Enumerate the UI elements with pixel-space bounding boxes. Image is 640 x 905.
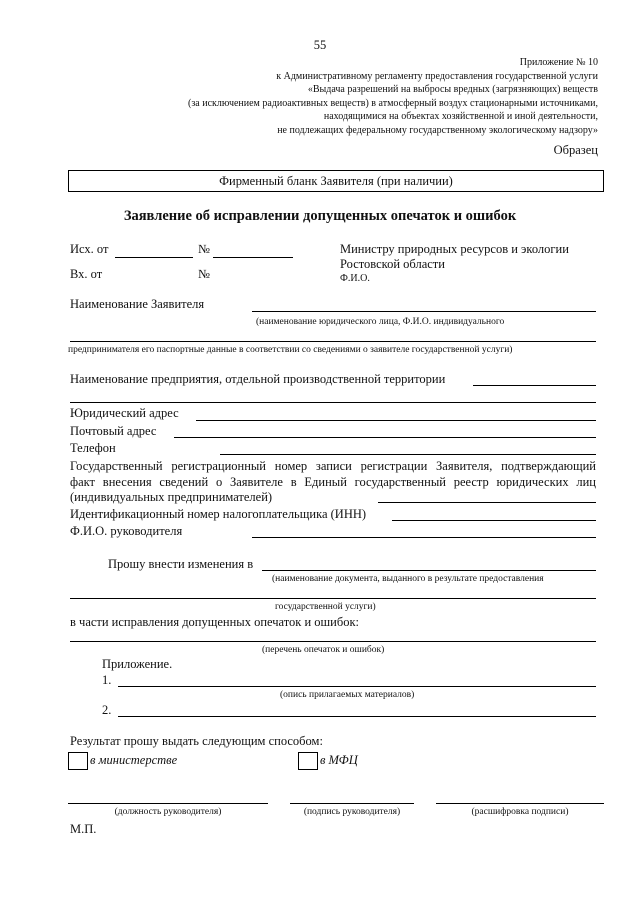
request-document-field-2[interactable]: [70, 598, 596, 599]
request-hint-1: (наименование документа, выданного в результате предоставления: [272, 574, 544, 584]
applicant-field-2[interactable]: [70, 341, 596, 342]
option-mfc-label: в МФЦ: [320, 753, 358, 767]
outgoing-num-label: №: [198, 242, 210, 256]
phone-label: Телефон: [70, 441, 116, 455]
addressee-line: Министру природных ресурсов и экологии: [340, 242, 569, 256]
outgoing-number-field[interactable]: [213, 257, 293, 258]
errors-list-field[interactable]: [70, 641, 596, 642]
option-mfc-checkbox[interactable]: [298, 752, 318, 770]
phone-field[interactable]: [220, 454, 596, 455]
registration-line: (индивидуальных предпринимателей): [70, 490, 273, 504]
postal-address-label: Почтовый адрес: [70, 424, 157, 438]
inn-label: Идентификационный номер налогоплательщика (ИНН): [70, 507, 367, 521]
request-hint-2: государственной услуги): [275, 602, 376, 612]
position-hint: (должность руководителя): [114, 807, 222, 817]
addressee: [340, 242, 569, 286]
legal-address-field[interactable]: [196, 420, 596, 421]
signature-field[interactable]: [290, 803, 414, 804]
appendix-line: не подлежащих федеральному государственному экологическому надзору»: [277, 124, 598, 136]
applicant-hint-2: предпринимателя его паспортные данные в соответствии со сведениями о заявителе государственной услуги): [68, 345, 513, 355]
document-title: Заявление об исправлении допущенных опечаток и ошибок: [123, 208, 517, 224]
page-number: 55: [313, 38, 327, 52]
outgoing-ref-label: Исх. от: [70, 242, 109, 256]
appendix-line: «Выдача разрешений на выбросы вредных (загрязняющих) веществ: [307, 84, 598, 95]
sample-label: Образец: [553, 143, 598, 157]
enterprise-field-2[interactable]: [70, 402, 596, 403]
enterprise-label: Наименование предприятия, отдельной производственной территории: [70, 372, 446, 386]
result-label: Результат прошу выдать следующим способом:: [70, 734, 323, 748]
attachments-hint: (опись прилагаемых материалов): [280, 690, 415, 700]
signature-hint: (подпись руководителя): [303, 807, 401, 817]
applicant-field[interactable]: [252, 311, 596, 312]
stamp-label: М.П.: [70, 822, 97, 836]
option-ministry-label: в министерстве: [90, 753, 178, 767]
request-document-field[interactable]: [262, 570, 596, 571]
request-part-label: в части исправления допущенных опечаток и ошибок:: [70, 615, 360, 629]
registration-text: [70, 459, 596, 506]
request-label: Прошу внести изменения в: [108, 557, 254, 571]
inn-field[interactable]: [392, 520, 596, 521]
addressee-line: Ростовской области: [340, 257, 445, 271]
letterhead-box: Фирменный бланк Заявителя (при наличии): [68, 170, 604, 192]
registration-line: факт внесения сведений о Заявителе в Единый государственный реестр юридических лиц: [70, 474, 596, 489]
registration-field[interactable]: [378, 502, 596, 503]
appendix-line: находящимися на объектах хозяйственной и иной деятельности,: [323, 111, 598, 122]
attachment-item-1-label: 1.: [102, 673, 112, 687]
appendix-header: [188, 56, 598, 137]
attachment-item-1-field[interactable]: [118, 686, 596, 687]
position-field[interactable]: [68, 803, 268, 804]
attachment-item-2-label: 2.: [102, 703, 112, 717]
director-label: Ф.И.О. руководителя: [70, 524, 183, 538]
appendix-line: (за исключением радиоактивных веществ) в атмосферный воздух стационарными источниками,: [188, 97, 598, 109]
appendix-line: к Административному регламенту предоставления государственной услуги: [276, 70, 598, 82]
attachments-label: Приложение.: [102, 657, 173, 671]
director-field[interactable]: [252, 537, 596, 538]
appendix-line: Приложение № 10: [519, 57, 598, 68]
applicant-hint-1: (наименование юридического лица, Ф.И.О. индивидуального: [256, 317, 505, 327]
incoming-num-label: №: [198, 267, 210, 281]
option-ministry-checkbox[interactable]: [68, 752, 88, 770]
enterprise-field[interactable]: [473, 385, 596, 386]
decoding-field[interactable]: [436, 803, 604, 804]
postal-address-field[interactable]: [174, 437, 596, 438]
errors-hint: (перечень опечаток и ошибок): [262, 645, 385, 655]
addressee-fio: Ф.И.О.: [340, 273, 370, 284]
registration-line: Государственный регистрационный номер записи регистрации Заявителя, подтверждающий: [70, 459, 596, 473]
incoming-ref-label: Вх. от: [70, 267, 103, 281]
decoding-hint: (расшифровка подписи): [471, 807, 569, 817]
attachment-item-2-field[interactable]: [118, 716, 596, 717]
outgoing-date-field[interactable]: [115, 257, 193, 258]
applicant-label: Наименование Заявителя: [70, 297, 205, 311]
legal-address-label: Юридический адрес: [70, 406, 179, 420]
